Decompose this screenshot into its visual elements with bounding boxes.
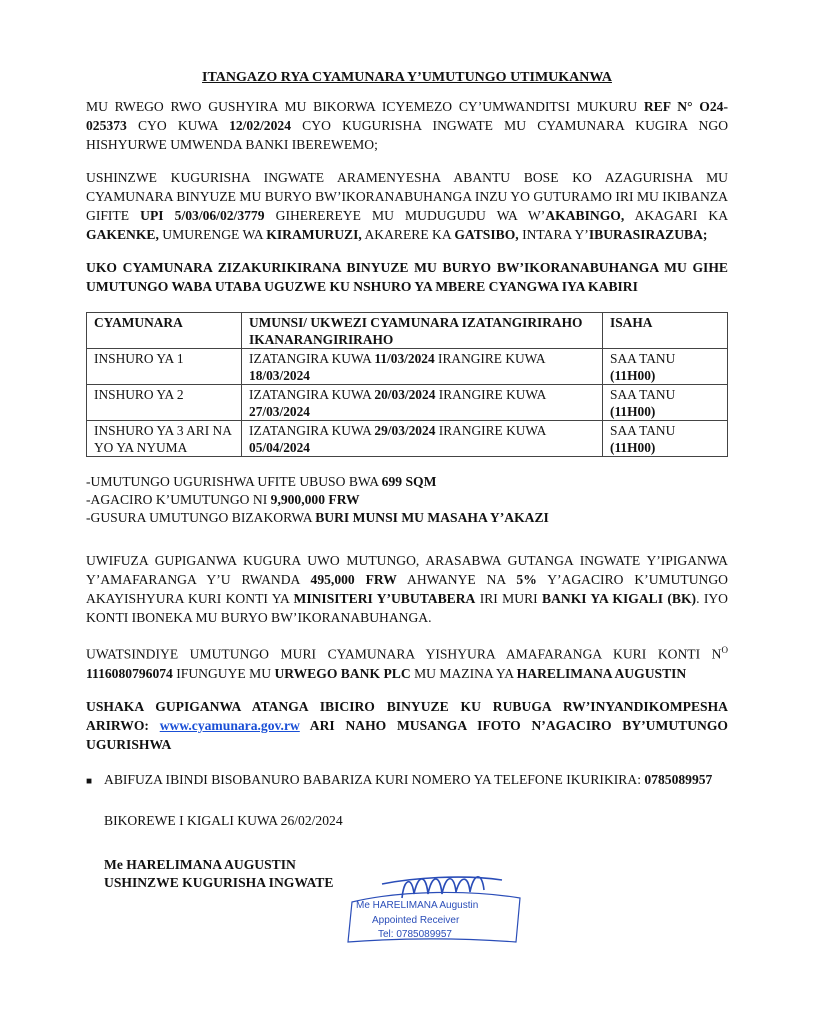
paragraph-payment — [86, 641, 728, 683]
text: UMURENGE WA — [158, 227, 267, 242]
period-cell — [242, 349, 603, 385]
account-number: 1116080796074 — [86, 665, 173, 681]
text: CYO KUWA — [126, 118, 230, 133]
start-date: 20/03/2024 — [374, 387, 436, 402]
table-row — [87, 385, 728, 421]
visit-schedule: BURI MUNSI MU MASAHA Y’AKAZI — [315, 510, 549, 525]
ministry-name: MINISITERI Y’UBUTABERA — [293, 591, 476, 606]
cell: GAKENKE, — [86, 227, 159, 242]
area-value: 699 SQM — [381, 474, 437, 489]
text: SAA TANU — [610, 387, 676, 402]
time-cell — [603, 385, 728, 421]
paragraph-property — [86, 168, 728, 244]
paragraph-mandate — [86, 97, 728, 154]
column-header: UMUNSI/ UKWEZI CYAMUNARA IZATANGIRIRAHO IKANARANGIRIRAHO — [242, 313, 603, 349]
text: AHWANYE NA — [396, 572, 517, 587]
notice-title: ITANGAZO RYA CYAMUNARA Y’UMUTUNGO UTIMUKANWA — [202, 70, 612, 85]
text: IZATANGIRA KUWA — [249, 423, 375, 438]
text: AKAGARI KA — [624, 208, 729, 223]
paragraph-schedule-intro: UKO CYAMUNARA ZIZAKURIKIRANA BINYUZE MU BURYO BW’IKORANABUHANGA MU GIHE UMUTUNGO WABA UTABA UGUZWE KU NSHURO YA MBERE CYANGWA IYA KABIRI — [86, 260, 728, 294]
stamp-line: Tel: 0785089957 — [378, 929, 452, 940]
text: IZATANGIRA KUWA — [249, 351, 375, 366]
text: MU MAZINA YA — [410, 665, 517, 681]
text: SAA TANU — [610, 423, 676, 438]
period-cell — [242, 385, 603, 421]
text: ARI NAHO MUSANGA IFOTO N’AGACIRO BY’UMUTUNGO UGURISHWA — [86, 717, 728, 752]
contact-bullet — [86, 770, 728, 791]
start-date: 11/03/2024 — [374, 351, 435, 366]
text: AKARERE KA — [361, 227, 455, 242]
text: INTARA Y’ — [518, 227, 589, 242]
text: IRANGIRE KUWA — [435, 387, 546, 402]
text: UWIFUZA GUPIGANWA KUGURA UWO MUTUNGO, ARASABWA GUTANGA INGWATE Y’IPIGANWA Y’AMAFARANGA Y’U RWANDA — [86, 553, 728, 587]
text: GIHEREREYE MU MUDUGUDU WA W’ — [264, 208, 546, 223]
visit-line — [86, 509, 728, 527]
stamp-line: Appointed Receiver — [372, 915, 460, 926]
table-row — [87, 421, 728, 457]
property-facts — [86, 473, 728, 527]
website-link[interactable]: www.cyamunara.gov.rw — [159, 717, 300, 733]
text: -UMUTUNGO UGURISHWA UFITE UBUSO BWA — [86, 474, 382, 489]
text: IRANGIRE KUWA — [434, 351, 545, 366]
text: -GUSURA UMUTUNGO BIZAKORWA — [86, 510, 316, 525]
district: GATSIBO, — [454, 227, 519, 242]
time-value: (11H00) — [610, 404, 656, 419]
round-cell: INSHURO YA 2 — [87, 385, 242, 421]
table-row — [87, 349, 728, 385]
upi-number: UPI 5/03/06/02/3779 — [140, 208, 265, 223]
signatory-role: USHINZWE KUGURISHA INGWATE — [104, 874, 334, 890]
place-date: BIKOREWE I KIGALI KUWA 26/02/2024 — [104, 812, 343, 828]
time-value: (11H00) — [610, 368, 656, 383]
round-cell: INSHURO YA 1 — [87, 349, 242, 385]
value-line — [86, 491, 728, 509]
property-value: 9,900,000 FRW — [270, 492, 360, 507]
reference-number: REF N° O24-025373 — [86, 99, 728, 133]
paragraph-bidding — [86, 697, 728, 754]
text: IFUNGUYE MU — [172, 665, 275, 681]
sector: KIRAMURUZI, — [266, 227, 362, 242]
text: SAA TANU — [610, 351, 676, 366]
bank-name: URWEGO BANK PLC — [274, 665, 411, 681]
column-header: ISAHA — [603, 313, 728, 349]
bullet-icon: ■ — [86, 775, 93, 787]
deposit-percent: 5% — [516, 572, 537, 587]
table-header-row — [87, 313, 728, 349]
text: IRI MURI — [475, 591, 543, 606]
account-holder: HARELIMANA AUGUSTIN — [516, 665, 687, 681]
text: -AGACIRO K’UMUTUNGO NI — [86, 492, 271, 507]
end-date: 18/03/2024 — [249, 368, 311, 383]
paragraph-deposit — [86, 551, 728, 627]
deposit-amount: 495,000 FRW — [310, 572, 397, 587]
area-line — [86, 473, 728, 491]
auction-schedule-table — [86, 312, 728, 457]
end-date: 27/03/2024 — [249, 404, 311, 419]
phone-number: 0785089957 — [644, 771, 713, 787]
bank-name: BANKI YA KIGALI (BK) — [542, 591, 697, 606]
stamp-line: Me HARELIMANA Augustin — [356, 900, 479, 911]
text: USHINZWE KUGURISHA INGWATE ARAMENYESHA ABANTU BOSE KO AZAGURISHA MU CYAMUNARA BINYUZE MU BURYO BW’IKORANABUHANGA INZU YO GUTURAMO IRI MU IKIBANZA GIFITE — [86, 170, 728, 223]
text: IRANGIRE KUWA — [435, 423, 546, 438]
contact-text — [104, 770, 728, 791]
time-cell — [603, 349, 728, 385]
signatory-name: Me HARELIMANA AUGUSTIN — [104, 856, 296, 872]
text: IZATANGIRA KUWA — [249, 387, 375, 402]
time-value: (11H00) — [610, 440, 656, 455]
text: UWATSINDIYE UMUTUNGO MURI CYAMUNARA YISHYURA AMAFARANGA KURI KONTI N — [86, 646, 722, 662]
province: IBURASIRAZUBA; — [588, 227, 708, 242]
text: USHAKA GUPIGANWA ATANGA IBICIRO BINYUZE KU RUBUGA RW’INYANDIKOMPESHA ARIRWO: — [86, 698, 728, 733]
round-cell: INSHURO YA 3 ARI NA YO YA NYUMA — [87, 421, 242, 457]
text: ABIFUZA IBINDI BISOBANURO BABARIZA KURI NOMERO YA TELEFONE IKURIKIRA: — [104, 771, 645, 787]
end-date: 05/04/2024 — [249, 440, 311, 455]
text: Y’AGACIRO K’UMUTUNGO AKAYISHYURA KURI KONTI YA — [86, 572, 728, 606]
text: CYO KUGURISHA INGWATE MU CYAMUNARA KUGIRA NGO HISHYURWE UMWENDA BANKI IBEREWEMO; — [86, 118, 729, 152]
text: MU RWEGO RWO GUSHYIRA MU BIKORWA ICYEMEZO CY’UMWANDITSI MUKURU — [86, 99, 644, 114]
text: . IYO KONTI IBONEKA MU BURYO BW’IKORANABUHANGA. — [86, 591, 728, 625]
time-cell — [603, 421, 728, 457]
column-header: CYAMUNARA — [87, 313, 242, 349]
start-date: 29/03/2024 — [374, 423, 436, 438]
notice-document — [86, 68, 728, 892]
period-cell — [242, 421, 603, 457]
superscript: O — [721, 645, 728, 655]
official-stamp — [342, 868, 524, 944]
village: AKABINGO, — [545, 208, 625, 223]
decision-date: 12/02/2024 — [229, 118, 291, 133]
